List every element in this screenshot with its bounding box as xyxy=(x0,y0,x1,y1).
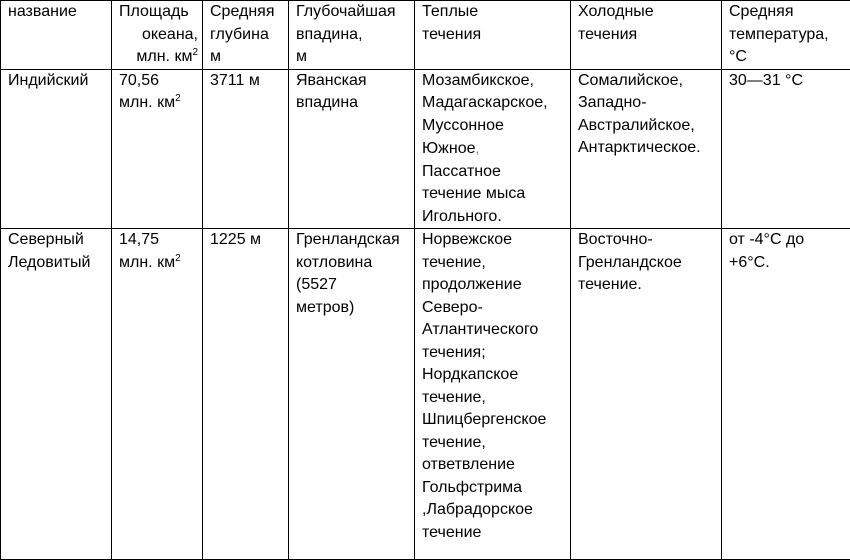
cell-line: Северный xyxy=(8,229,109,252)
header-cold-line: течения xyxy=(578,24,719,47)
cell-line: Австралийское, xyxy=(578,115,719,138)
cell-line: течения; xyxy=(422,342,568,365)
cell-line: 30—31 °C xyxy=(729,70,850,93)
cell-depth xyxy=(203,229,289,560)
cell-area xyxy=(112,229,203,560)
header-depth xyxy=(203,1,289,70)
header-area-line: Площадь xyxy=(119,1,198,24)
header-area xyxy=(112,1,203,70)
header-warm-line: течения xyxy=(422,24,568,47)
cell-line: Яванская xyxy=(296,70,412,93)
cell-area xyxy=(112,69,203,229)
header-area-line: океана, xyxy=(119,24,198,47)
table-row xyxy=(1,229,850,560)
cell-line: течение xyxy=(422,522,568,545)
header-row xyxy=(1,1,850,70)
cell-line: Мадагаскарское, xyxy=(422,92,568,115)
cell-depth xyxy=(203,69,289,229)
cell-line: Индийский xyxy=(8,70,109,93)
header-trench-line: м xyxy=(296,46,412,69)
cell-line: 14,75 xyxy=(119,229,198,252)
header-warm-line: Теплые xyxy=(422,1,568,24)
header-area-sup: 2 xyxy=(192,47,198,58)
cell-line: млн. $км^2$ xyxy=(119,252,198,275)
cell-line: Восточно- xyxy=(578,229,719,252)
proofing-mark: , xyxy=(476,140,480,156)
cell-name xyxy=(1,69,112,229)
cell-line: ответвление xyxy=(422,454,568,477)
cell-warm xyxy=(415,229,571,560)
cell-name xyxy=(1,229,112,560)
cell-line: Ледовитый xyxy=(8,252,109,275)
cell-line: 1225 м xyxy=(210,229,286,252)
cell-trench xyxy=(289,229,415,560)
header-cold xyxy=(571,1,722,70)
cell-cold xyxy=(571,229,722,560)
cell-line: Сомалийское, xyxy=(578,70,719,93)
header-depth-line: глубина xyxy=(210,24,286,47)
header-temp-line: температура, xyxy=(729,24,850,47)
header-name-line: название xyxy=(8,1,109,24)
header-temp-line: °C xyxy=(729,46,850,69)
cell-line: течение мыса xyxy=(422,183,568,206)
cell-trench xyxy=(289,69,415,229)
cell-line: Западно- xyxy=(578,92,719,115)
cell-temp xyxy=(722,69,850,229)
cell-cold xyxy=(571,69,722,229)
header-trench xyxy=(289,1,415,70)
header-trench-line: впадина, xyxy=(296,24,412,47)
cell-line: Гольфстрима xyxy=(422,477,568,500)
cell-line: метров) xyxy=(296,297,412,320)
cell-line: 70,56 xyxy=(119,70,198,93)
cell-line: Антарктическое. xyxy=(578,137,719,160)
cell-line: Нордкапское xyxy=(422,364,568,387)
header-cold-line: Холодные xyxy=(578,1,719,24)
cell-line: Пассатное xyxy=(422,161,568,184)
header-warm xyxy=(415,1,571,70)
header-temp xyxy=(722,1,850,70)
cell-line: течение, xyxy=(422,432,568,455)
cell-line: впадина xyxy=(296,92,412,115)
cell-line: продолжение xyxy=(422,274,568,297)
header-temp-line: Средняя xyxy=(729,1,850,24)
table-row xyxy=(1,69,850,229)
cell-line: Гренландская xyxy=(296,229,412,252)
cell-line: Муссонное xyxy=(422,115,568,138)
header-depth-line: м xyxy=(210,46,286,69)
cell-line: от -4°C до xyxy=(729,229,850,252)
header-trench-line: Глубочайшая xyxy=(296,1,412,24)
cell-warm xyxy=(415,69,571,229)
cell-line: Северо- xyxy=(422,297,568,320)
cell-line: течение, xyxy=(422,252,568,275)
cell-line: Южное, xyxy=(422,137,568,161)
cell-line: Шпицбергенское xyxy=(422,409,568,432)
cell-line: (5527 xyxy=(296,274,412,297)
area-sup: 2 xyxy=(175,93,181,104)
cell-line: Норвежское xyxy=(422,229,568,252)
cell-line: 3711 м xyxy=(210,70,286,93)
cell-line: течение, xyxy=(422,387,568,410)
cell-line: Гренландское xyxy=(578,252,719,275)
cell-line: млн. $км^2$ xyxy=(119,92,198,115)
header-depth-line: Средняя xyxy=(210,1,286,24)
area-sup: 2 xyxy=(175,253,181,264)
cell-temp xyxy=(722,229,850,560)
cell-line: Атлантического xyxy=(422,319,568,342)
cell-line: течение. xyxy=(578,274,719,297)
cell-line: +6°C. xyxy=(729,252,850,275)
header-name xyxy=(1,1,112,70)
cell-line: Игольного. xyxy=(422,206,568,229)
cell-line: ,Лабрадорское xyxy=(422,499,568,522)
cell-line: котловина xyxy=(296,252,412,275)
header-area-line: млн. $км^2$ xyxy=(119,46,198,69)
cell-line: Мозамбикское, xyxy=(422,70,568,93)
